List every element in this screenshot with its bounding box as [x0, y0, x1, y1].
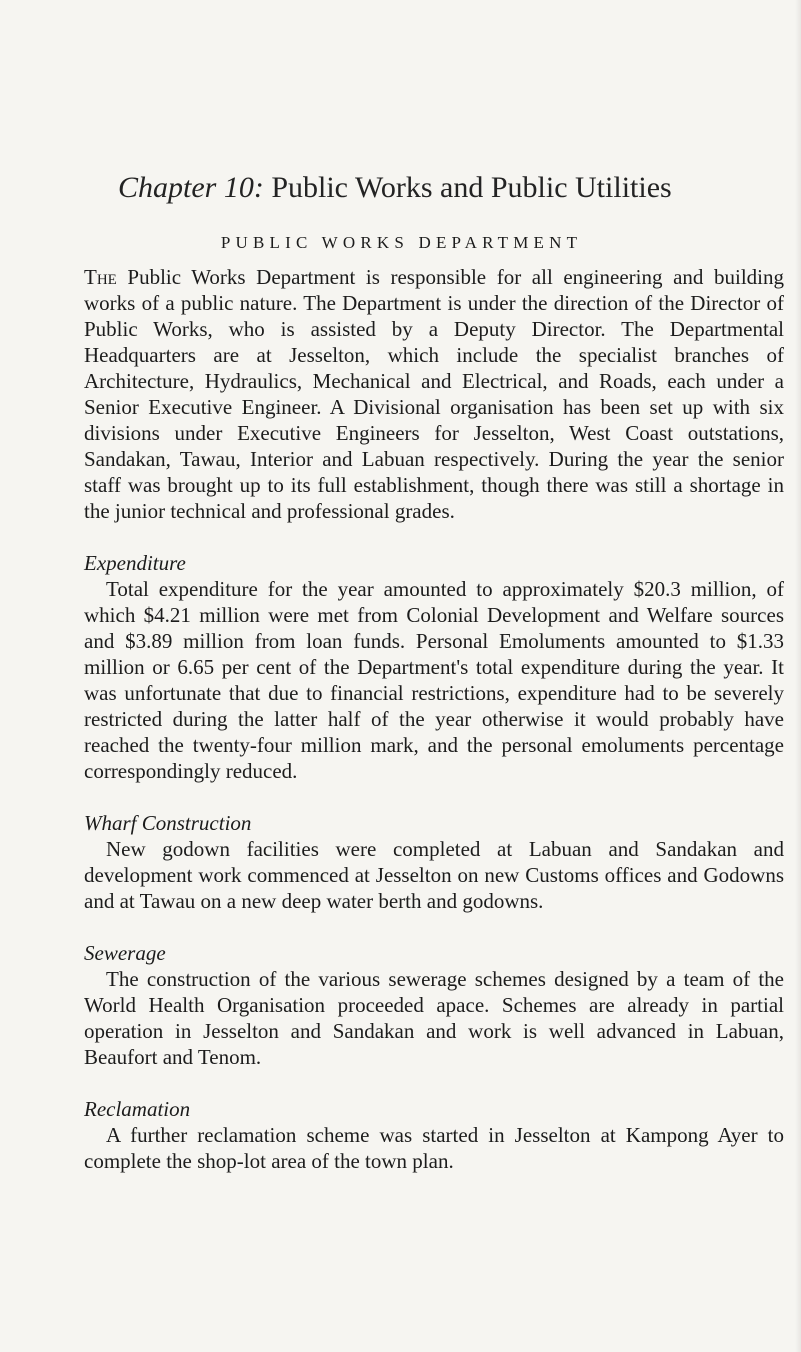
subheading-wharf-construction: Wharf Construction: [84, 811, 252, 835]
section-heading: PUBLIC WORKS DEPARTMENT: [220, 233, 583, 252]
intro-lead-word: The: [84, 265, 117, 289]
intro-text: Public Works Department is responsible for all engineering and building works of a public nature. The Department is under the direction of the Director of Public Works, who is assisted by a Deputy Director. The Departmental Headquarters are at Jesselton, which include the specialist branches of Architecture, Hydraulics, Mechanical and Electrical, and Roads, each under a Senior Executive Engineer. A Divisional organisation has been set up with six divisions under Executive Engineers for Jesselton, West Coast outstations, Sandakan, Tawau, Interior and Labuan respectively. During the year the senior staff was brought up to its full establishment, though there was still a shortage in the junior technical and professional grades.: [84, 265, 784, 523]
paragraph-expenditure: Total expenditure for the year amounted to approximately $20.3 million, of which $4.21 million were met from Colonial Development and Welfare sources and $3.89 million from loan funds. Personal Emoluments amounted to $1.33 million or 6.65 per cent of the Department's total expenditure during the year. It was unfortunate that due to financial restrictions, expenditure had to be severely restricted during the latter half of the year otherwise it would probably have reached the twenty-four million mark, and the personal emoluments percentage correspondingly reduced.: [84, 577, 784, 783]
chapter-title: [118, 170, 798, 206]
page-edge-shadow: [795, 0, 801, 1352]
paragraph-reclamation: A further reclamation scheme was started in Jesselton at Kampong Ayer to complete the shop-lot area of the town plan.: [84, 1123, 784, 1173]
subheading-expenditure: Expenditure: [84, 551, 186, 575]
subheading-sewerage: Sewerage: [84, 941, 166, 965]
subheading-reclamation: Reclamation: [84, 1097, 191, 1121]
intro-paragraph: [84, 264, 784, 524]
chapter-name: Public Works and Public Utilities: [271, 171, 672, 204]
paragraph-sewerage: The construction of the various sewerage schemes designed by a team of the World Health Organisation proceeded apace. Schemes are already in partial operation in Jesselton and Sandakan and work is well advanced in Labuan, Beaufort and Tenom.: [84, 967, 784, 1069]
chapter-label: Chapter 10:: [118, 171, 264, 204]
paragraph-wharf-construction: New godown facilities were completed at Labuan and Sandakan and development work commenced at Jesselton on new Customs offices and Godowns and at Tawau on a new deep water berth and godowns.: [84, 837, 784, 913]
body-text: [84, 264, 784, 1174]
